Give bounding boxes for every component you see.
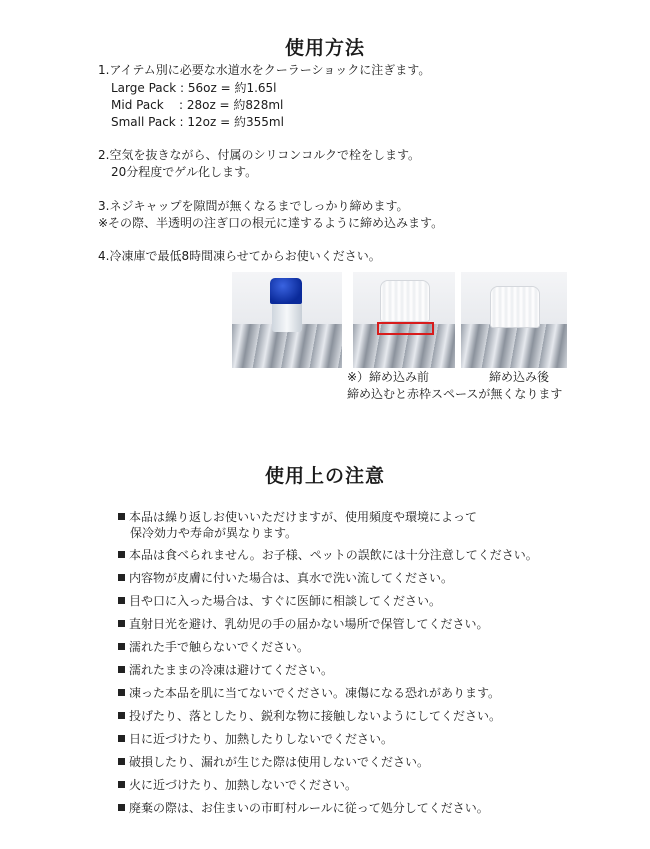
photo-before-tightening <box>353 272 455 368</box>
photo-spout-open <box>232 272 342 368</box>
foil-pouch <box>461 324 567 368</box>
caution-item <box>118 570 453 586</box>
caution-text: 濡れたままの冷凍は避けてください。 <box>129 663 334 677</box>
caution-item <box>118 639 309 655</box>
photo-caption: 締め込むと赤枠スペースが無くなります <box>347 387 563 401</box>
white-cap <box>380 280 430 322</box>
bullet-square-icon <box>118 597 125 604</box>
bullet-square-icon <box>118 804 125 811</box>
caution-item <box>118 777 357 793</box>
caution-text: 目や口に入った場合は、すぐに医師に相談してください。 <box>129 594 442 608</box>
bullet-square-icon <box>118 666 125 673</box>
pack-small: Small Pack : 12oz = 約355ml <box>111 115 284 129</box>
bullet-square-icon <box>118 689 125 696</box>
caution-item-continued: 保冷効力や寿命が異なります。 <box>130 526 298 540</box>
caution-item <box>118 731 393 747</box>
bullet-square-icon <box>118 513 125 520</box>
caution-item <box>118 800 489 816</box>
bullet-square-icon <box>118 551 125 558</box>
step-4: 4.冷凍庫で最低8時間凍らせてからお使いください。 <box>98 249 381 263</box>
photo-after-tightening <box>461 272 567 368</box>
caution-text: 内容物が皮膚に付いた場合は、真水で洗い流してください。 <box>129 571 454 585</box>
caution-item <box>118 616 489 632</box>
caution-item <box>118 547 538 563</box>
label-after: 締め込み後 <box>489 370 550 384</box>
step-2: 2.空気を抜きながら、付属のシリコンコルクで栓をします。 <box>98 148 421 162</box>
step-3: 3.ネジキャップを隙間が無くなるまでしっかり締めます。 <box>98 199 409 213</box>
caution-item <box>118 754 429 770</box>
caution-title: 使用上の注意 <box>264 465 385 487</box>
caution-item <box>118 708 501 724</box>
caution-text: 投げたり、落としたり、鋭利な物に接触しないようにしてください。 <box>129 709 502 723</box>
white-cap <box>490 286 540 328</box>
bullet-square-icon <box>118 643 125 650</box>
clear-spout <box>272 302 302 332</box>
step-3-note: ※その際、半透明の注ぎ口の根元に達するように締め込みます。 <box>98 216 444 230</box>
pack-large: Large Pack : 56oz = 約1.65l <box>111 81 277 95</box>
bullet-square-icon <box>118 620 125 627</box>
step-1: 1.アイテム別に必要な水道水をクーラーショックに注ぎます。 <box>98 63 431 77</box>
caution-text: 本品は繰り返しお使いいただけますが、使用頻度や環境によって <box>129 510 478 524</box>
caution-text: 凍った本品を肌に当てないでください。凍傷になる恐れがあります。 <box>129 686 501 700</box>
caution-text: 本品は食べられません。お子様、ペットの誤飲には十分注意してください。 <box>129 548 538 562</box>
label-before: ※）締め込み前 <box>347 370 430 384</box>
usage-title: 使用方法 <box>284 37 365 59</box>
caution-text: 直射日光を避け、乳幼児の手の届かない場所で保管してください。 <box>129 617 489 631</box>
bullet-square-icon <box>118 574 125 581</box>
caution-text: 廃棄の際は、お住まいの市町村ルールに従って処分してください。 <box>129 801 489 815</box>
blue-cap <box>270 278 302 304</box>
caution-text: 日に近づけたり、加熱したりしないでください。 <box>129 732 394 746</box>
bullet-square-icon <box>118 735 125 742</box>
caution-item <box>118 593 441 609</box>
red-gap-highlight <box>377 322 434 335</box>
pack-mid: Mid Pack : 28oz = 約828ml <box>111 98 284 112</box>
caution-text: 火に近づけたり、加熱しないでください。 <box>129 778 358 792</box>
caution-item <box>118 509 477 525</box>
bullet-square-icon <box>118 712 125 719</box>
bullet-square-icon <box>118 758 125 765</box>
caution-text: 濡れた手で触らないでください。 <box>129 640 310 654</box>
caution-item <box>118 662 333 678</box>
step-2-sub: 20分程度でゲル化します。 <box>111 165 258 179</box>
bullet-square-icon <box>118 781 125 788</box>
caution-text: 破損したり、漏れが生じた際は使用しないでください。 <box>129 755 430 769</box>
caution-item <box>118 685 500 701</box>
